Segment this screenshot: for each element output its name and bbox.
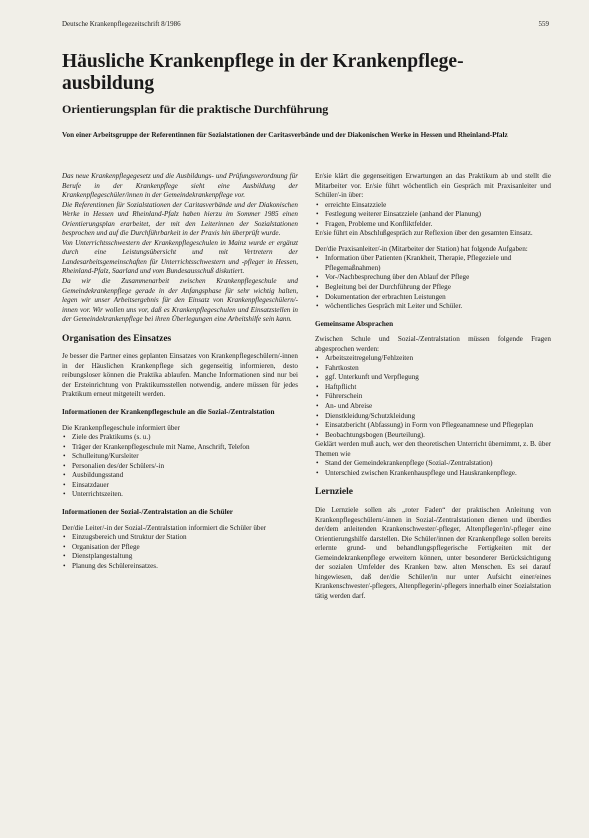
list-item: • Festlegung weiterer Einsatzziele (anhand der Planung) bbox=[325, 210, 551, 220]
list-item: • Fahrtkosten bbox=[325, 364, 551, 374]
running-header bbox=[62, 20, 549, 32]
section-heading-organisation: Organisation des Einsatzes bbox=[62, 333, 172, 344]
list-item: • Führerschein bbox=[325, 392, 551, 402]
list-item: • Ausbildungsstand bbox=[72, 471, 298, 481]
list-item: • Dokumentation der erbrachten Leistungen bbox=[325, 293, 551, 303]
article-authors: Von einer Arbeitsgruppe der Referentinnen für Sozialstationen der Caritasverbände und der Diakonischen Werke in Hessen und Rheinland-Pfalz bbox=[62, 131, 508, 139]
intro-paragraph: Da wir die Zusammenarbeit zwischen Krankenpflegeschule und Gemeindekrankenpflege gerade in der Anfangsphase für sehr wichtig halten, legen wir unser Arbeitsergebnis für den Einsatz von Krankenpflegeschülern/-innen vor. Wir wollen uns vor, daß es Krankenpflegeschulen und Einsatzstellen in der Gemeindekrankenpflege bei ihren Überlegungen eine Arbeitshilfe sein kann. bbox=[62, 277, 298, 324]
list-item: • Arbeitszeitregelung/Fehlzeiten bbox=[325, 354, 551, 364]
goals-paragraph: Die Lernziele sollen als „roter Faden“ der praktischen Anleitung von Krankenpflegeschülern/-innen in Sozial-/Zentralstationen dienen und überdies der/dem anleitenden Krankenschwester/-pfleger, Altenpfleger/in/-pfleger eine Orientierungshilfe darstellen. Die Schüler/innen der Krankenpflege sollen bereits erlernte grund- und behandlungspflegerische Fertigkeiten mit der Gemeindekrankenpflege erweitern können, unter besonderer Berücksichtigung der sozialen Umfelder des Kranken bzw. alten Menschen. Es sei darauf hingewiesen, daß der/die Schüler/in nur unter Aufsicht einer/eines Krankenschwester/-pflegers, Altenpflegerin/-pflegers innerhalb einer Sozialstation tätig werden darf. bbox=[315, 505, 551, 600]
section-heading-goals: Lernziele bbox=[315, 487, 353, 498]
list-item: • Organisation der Pflege bbox=[72, 543, 298, 553]
left-column bbox=[62, 172, 298, 571]
intro-paragraph: Das neue Krankenpflegegesetz und die Ausbildungs- und Prüfungsverordnung für Berufe in der Krankenpflege sieht eine Ausbildung der Krankenpflegeschüler/innen in der Gemeindekrankenpflege vor. bbox=[62, 172, 298, 200]
list-item: • Dienstkleidung/Schutzkleidung bbox=[325, 412, 551, 422]
subsection-heading-school-info: Informationen der Krankenpflegeschule an die Sozial-/Zentralstation bbox=[62, 408, 275, 417]
leader-closing: Er/sie führt ein Abschlußgespräch zur Reflexion über den gesamten Einsatz. bbox=[315, 229, 533, 238]
list-item: • Personalien des/der Schülers/-in bbox=[72, 462, 298, 472]
station-info-list bbox=[62, 533, 298, 571]
list-item: • Dienstplangestaltung bbox=[72, 552, 298, 562]
organisation-paragraph: Je besser die Partner eines geplanten Einsatzes von Krankenpflegeschülern/-innen in der Häuslichen Krankenpflege sich gegenseitig informieren, desto reibungsloser können die Praktika ablaufen. Manche Informationen sind nur bei der Ersteinrichtung von Praktikumsstellen notwendig, andere müssen für jedes Praktikum erneut mitgeteilt werden. bbox=[62, 352, 298, 399]
common-closing: Geklärt werden muß auch, wer den theoretischen Unterricht übernimmt, z. B. über Themen wie bbox=[315, 440, 551, 458]
instructor-paragraph: Der/die Praxisanleiter/-in (Mitarbeiter der Station) hat folgende Aufgaben: bbox=[315, 244, 528, 253]
right-column bbox=[315, 172, 551, 601]
list-item: • Einsatzbericht (Abfassung) in Form von Pflegeanamnese und Pflegeplan bbox=[325, 421, 551, 431]
list-item: • Stand der Gemeindekrankenpflege (Sozial-/Zentralstation) bbox=[325, 459, 551, 469]
list-item: • Planung des Schülereinsatzes. bbox=[72, 562, 298, 572]
list-item: • Einzugsbereich und Struktur der Station bbox=[72, 533, 298, 543]
intro-block bbox=[62, 172, 298, 325]
station-info-lead: Der/die Leiter/-in der Sozial-/Zentralstation informiert die Schüler über bbox=[62, 523, 267, 532]
school-info-list bbox=[62, 433, 298, 500]
common-list bbox=[315, 354, 551, 440]
intro-paragraph: Die Referentinnen für Sozialstationen der Caritasverbände und der Diakonischen Werke in Hessen und Rheinland-Pfalz haben hierzu im Sommer 1985 einen Orientierungsplan erarbeitet, der mit den Leiterinnen der Sozialstationen besprochen und auf die Durchführbarkeit in der Praxis hin überprüft wurde. bbox=[62, 200, 298, 238]
list-item: • Unterschied zwischen Krankenhauspflege und Hauskrankenpflege. bbox=[325, 469, 551, 479]
list-item: • Beobachtungsbogen (Beurteilung). bbox=[325, 431, 551, 441]
article-title: Häusliche Krankenpflege in der Krankenpflege-ausbildung bbox=[62, 51, 464, 94]
list-item: • Vor-/Nachbesprechung über den Ablauf der Pflege bbox=[325, 273, 551, 283]
list-item: • An- und Abreise bbox=[325, 402, 551, 412]
subsection-heading-common: Gemeinsame Absprachen bbox=[315, 319, 394, 328]
theory-topics-list bbox=[315, 459, 551, 478]
list-item: • Schulleitung/Kursleiter bbox=[72, 452, 298, 462]
list-item: • Träger der Krankenpflegeschule mit Name, Anschrift, Telefon bbox=[72, 443, 298, 453]
common-lead: Zwischen Schule und Sozial-/Zentralstation müssen folgende Fragen abgesprochen werden: bbox=[315, 335, 551, 353]
list-item: • Haftpflicht bbox=[325, 383, 551, 393]
journal-name: Deutsche Krankenpflegezeitschrift 8/1986 bbox=[62, 20, 181, 28]
list-item: • Einsatzdauer bbox=[72, 481, 298, 491]
intro-paragraph: Von Unterrichtsschwestern der Krankenpflegeschulen in Mainz wurde er ergänzt durch eine Leistungsübersicht und mit Vertretern der Landesarbeitsgemeinschaften für Unterrichtsschwestern und -pfleger in Hessen, Rheinland-Pfalz, Saarland und vom Bundesausschuß diskutiert. bbox=[62, 238, 298, 276]
list-item: • Information über Patienten (Krankheit, Therapie, Pflegeziele und Pflegemaßnahmen) bbox=[325, 254, 551, 273]
instructor-task-list bbox=[315, 254, 551, 311]
subsection-heading-station-info: Informationen der Sozial-/Zentralstation an die Schüler bbox=[62, 507, 233, 516]
list-item: • erreichte Einsatzziele bbox=[325, 201, 551, 211]
list-item: • wöchentliches Gespräch mit Leiter und Schüler. bbox=[325, 302, 551, 312]
list-item: • Unterrichtszeiten. bbox=[72, 490, 298, 500]
list-item: • ggf. Unterkunft und Verpflegung bbox=[325, 373, 551, 383]
leader-talk-list bbox=[315, 201, 551, 230]
page-number: 559 bbox=[538, 20, 549, 28]
list-item: • Fragen, Probleme und Konfliktfelder. bbox=[325, 220, 551, 230]
leader-paragraph: Er/sie klärt die gegenseitigen Erwartungen an das Praktikum ab und stellt die Mitarbeiter vor. Er/sie führt wöchentlich ein Gespräch mit Praxisanleiter und Schüler/-in über: bbox=[315, 172, 551, 200]
article-subtitle: Orientierungsplan für die praktische Durchführung bbox=[62, 102, 329, 116]
school-info-lead: Die Krankenpflegeschule informiert über bbox=[62, 423, 180, 432]
list-item: • Ziele des Praktikums (s. u.) bbox=[72, 433, 298, 443]
list-item: • Begleitung bei der Durchführung der Pflege bbox=[325, 283, 551, 293]
